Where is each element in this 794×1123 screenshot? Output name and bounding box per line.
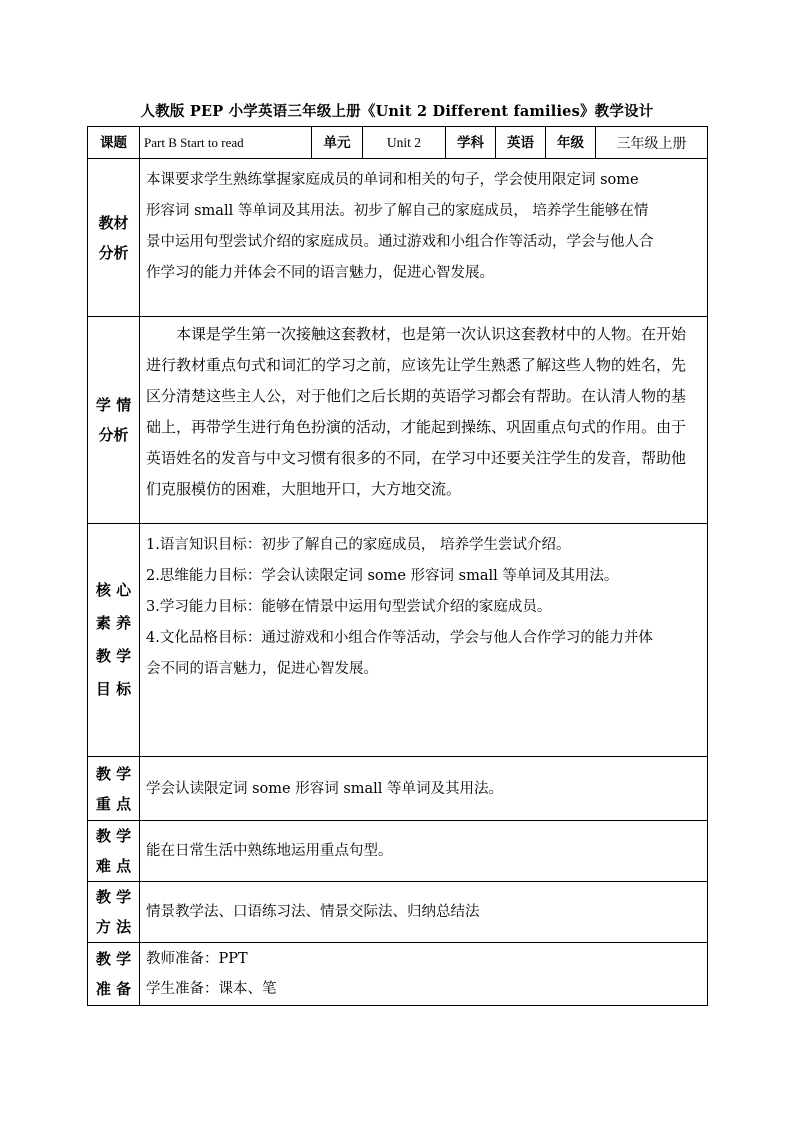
methods-label: 教 学 方 法 — [88, 882, 140, 943]
material-line: 作学习的能力并体会不同的语言魅力，促进心智发展。 — [146, 265, 494, 281]
objective-line: 1.语言知识目标：初步了解自己的家庭成员， 培养学生尝试介绍。 — [146, 537, 571, 553]
unit-value: Unit 2 — [363, 127, 446, 159]
student-preparation: 学生准备：课本、笔 — [146, 981, 277, 997]
learner-analysis-label: 学 情 分析 — [88, 317, 140, 524]
key-points-row — [88, 757, 708, 821]
preparation-row — [88, 943, 708, 1006]
subject-label: 学科 — [446, 127, 496, 159]
material-analysis-row — [88, 159, 708, 317]
difficulties-content: 能在日常生活中熟练地运用重点句型。 — [140, 821, 708, 882]
document-title: 人教版 PEP 小学英语三年级上册《Unit 2 Different families》教学设计 — [140, 103, 654, 120]
core-objectives-row — [88, 524, 708, 757]
unit-label: 单元 — [312, 127, 363, 159]
learner-analysis-row — [88, 317, 708, 524]
learner-analysis-text: 本课是学生第一次接触这套教材，也是第一次认识这套教材中的人物。在开始进行教材重点句式和词汇的学习之前，应该先让学生熟悉了解这些人物的姓名，先区分清楚这些主人公，对于他们之后长期的英语学习都会有帮助。在认清人物的基础上，再带学生进行角色扮演的活动，才能起到操练、巩固重点句式的作用。由于英语姓名的发音与中文习惯有很多的不同，在学习中还要关注学生的发音，帮助他们克服模仿的困难，大胆地开口，大方地交流。 — [146, 325, 687, 498]
topic-label: 课题 — [88, 127, 140, 159]
preparation-label: 教 学 准 备 — [88, 943, 140, 1006]
material-analysis-content — [140, 159, 708, 317]
objective-line: 4.文化品格目标：通过游戏和小组合作等活动，学会与他人合作学习的能力并体 — [146, 630, 653, 646]
material-line: 形容词 small 等单词及其用法。初步了解自己的家庭成员， 培养学生能够在情 — [146, 203, 649, 219]
key-points-label: 教 学 重 点 — [88, 757, 140, 821]
teacher-preparation: 教师准备：PPT — [146, 951, 248, 967]
lesson-plan-table — [87, 126, 708, 1006]
topic-value: Part B Start to read — [140, 127, 312, 159]
material-line: 本课要求学生熟练掌握家庭成员的单词和相关的句子，学会使用限定词 some — [146, 172, 639, 188]
header-row — [88, 127, 708, 159]
key-points-content: 学会认读限定词 some 形容词 small 等单词及其用法。 — [140, 757, 708, 821]
objective-line: 会不同的语言魅力，促进心智发展。 — [146, 661, 378, 677]
grade-value: 三年级上册 — [596, 127, 708, 159]
material-analysis-label: 教材 分析 — [88, 159, 140, 317]
grade-label: 年级 — [546, 127, 596, 159]
methods-row — [88, 882, 708, 943]
core-objectives-content — [140, 524, 708, 757]
difficulties-row — [88, 821, 708, 882]
preparation-content — [140, 943, 708, 1006]
methods-content: 情景教学法、口语练习法、情景交际法、归纳总结法 — [140, 882, 708, 943]
core-objectives-label: 核 心 素 养 教 学 目 标 — [88, 524, 140, 757]
objective-line: 2.思维能力目标：学会认读限定词 some 形容词 small 等单词及其用法。 — [146, 568, 619, 584]
material-line: 景中运用句型尝试介绍的家庭成员。通过游戏和小组合作等活动，学会与他人合 — [146, 234, 654, 250]
subject-value: 英语 — [496, 127, 546, 159]
objective-line: 3.学习能力目标：能够在情景中运用句型尝试介绍的家庭成员。 — [146, 599, 552, 615]
difficulties-label: 教 学 难 点 — [88, 821, 140, 882]
learner-analysis-content — [140, 317, 708, 524]
